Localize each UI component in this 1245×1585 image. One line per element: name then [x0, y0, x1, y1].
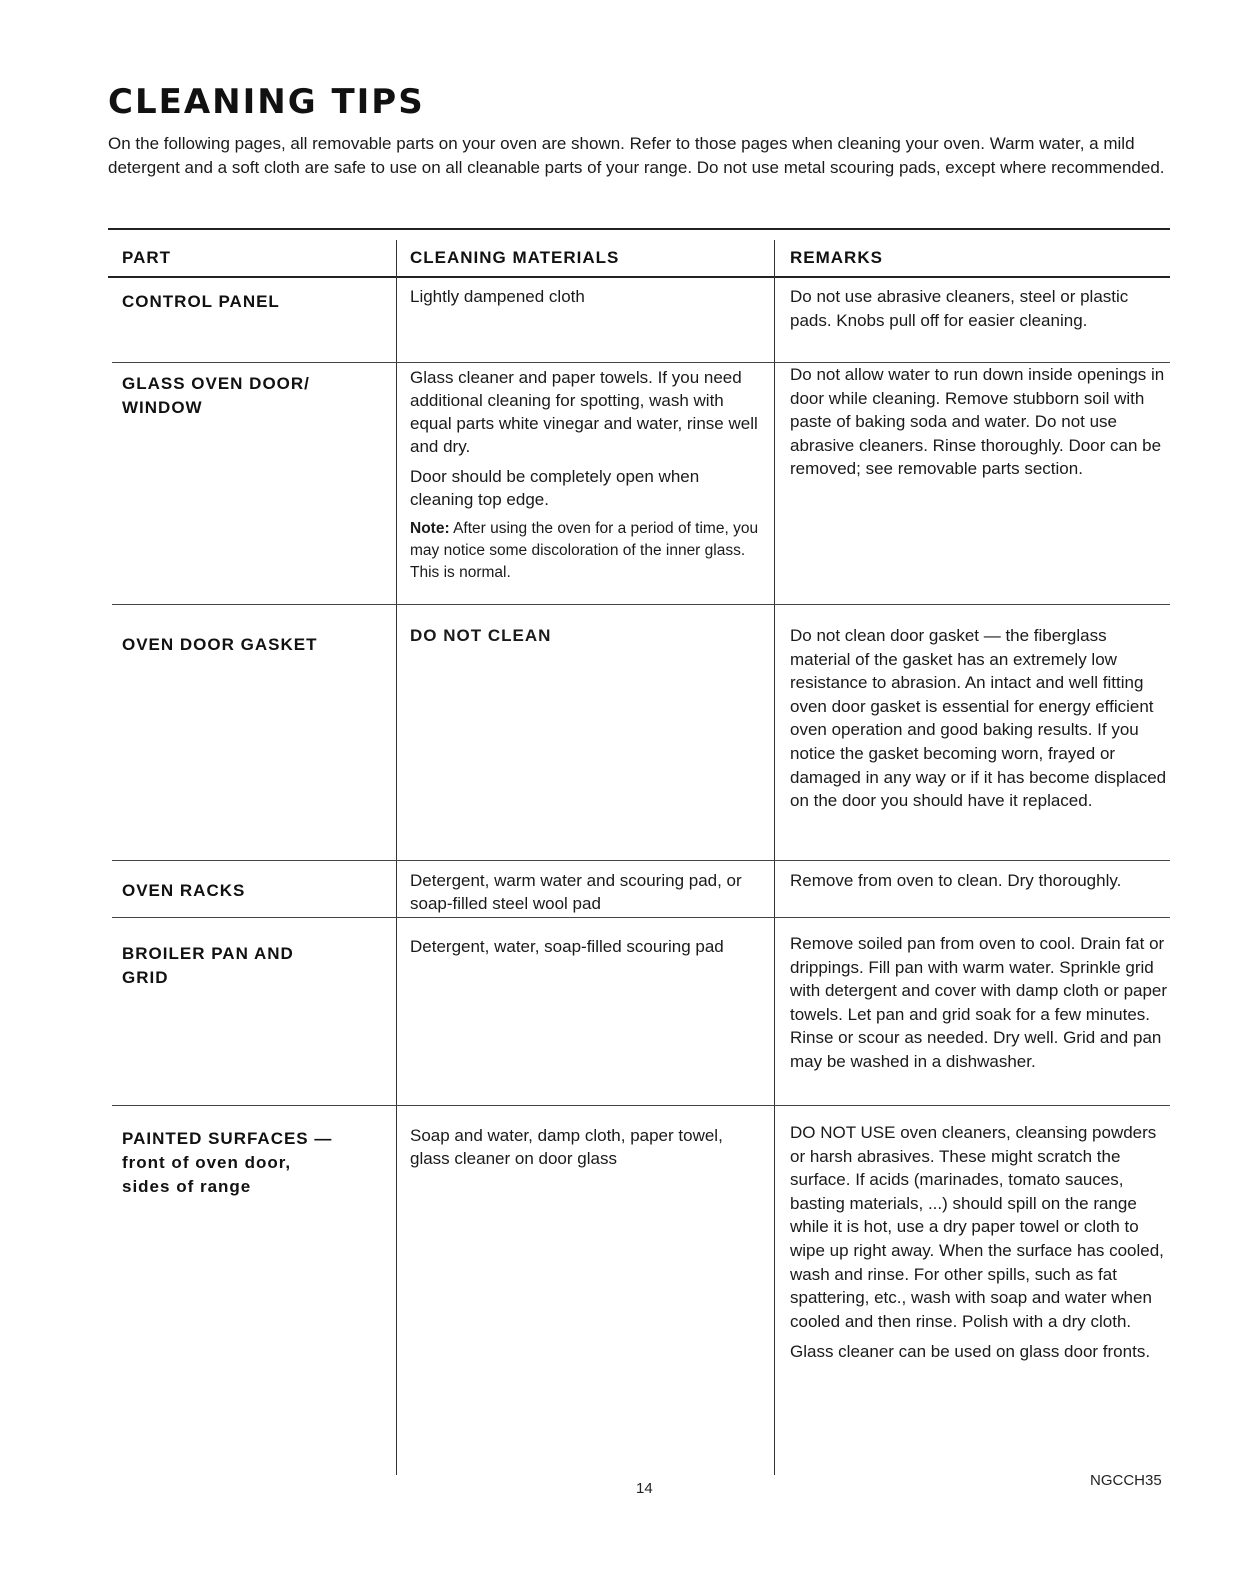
remarks-control-panel: Do not use abrasive cleaners, steel or plastic pads. Knobs pull off for easier cleaning. — [790, 287, 1129, 330]
page-number: 14 — [636, 1480, 653, 1497]
document-code: NGCCH35 — [1090, 1472, 1162, 1489]
part-painted-surfaces-sub: front of oven door, sides of range — [122, 1153, 292, 1196]
materials-glass-oven-door-text-2: Door should be completely open when cleaning top edge. — [410, 467, 700, 509]
materials-glass-oven-door-note — [410, 518, 762, 584]
part-broiler-pan: BROILER PAN AND GRID — [122, 944, 294, 987]
note-text: After using the oven for a period of time, you may notice some discoloration of the inner glass. This is normal. — [410, 520, 759, 581]
materials-glass-oven-door-text: Glass cleaner and paper towels. If you need additional cleaning for spotting, wash with equal parts white vinegar and water, rinse well and dry. — [410, 368, 758, 456]
table-top-rule — [108, 228, 1170, 230]
remarks-oven-door-gasket: Do not clean door gasket — the fiberglass material of the gasket has an extremely low resistance to abrasion. An intact and well fitting oven door gasket is essential for energy efficient oven operation and good baking results. If you notice the gasket becoming worn, frayed or damaged in any way or if it has become displaced on the door you should have it replaced. — [790, 626, 1167, 811]
note-label: Note: — [410, 520, 450, 537]
remarks-broiler-pan: Remove soiled pan from oven to cool. Drain fat or drippings. Fill pan with warm water. Sprinkle grid with detergent and cover with damp cloth or paper towels. Let pan and grid soak for a few minutes. Rinse or scour as needed. Dry well. Grid and pan may be washed in a dishwasher. — [790, 934, 1168, 1071]
header-cleaning-materials: CLEANING MATERIALS — [410, 248, 620, 267]
header-part: PART — [122, 248, 172, 267]
materials-oven-door-gasket: DO NOT CLEAN — [410, 626, 552, 645]
remarks-painted-surfaces-text: DO NOT USE oven cleaners, cleansing powders or harsh abrasives. These might scratch the surface. If acids (marinades, tomato sauces, basting materials, ...) should spill on the range while it is hot, use a dry paper towel or cloth to wipe up right away. When the surface has cooled, wash and rinse. For other spills, such as fat spattering, etc., wash with soap and water when cooled and then rinse. Polish with a dry cloth. — [790, 1123, 1164, 1331]
row-rule-2 — [112, 604, 1170, 605]
row-rule-3 — [112, 860, 1170, 861]
part-glass-oven-door: GLASS OVEN DOOR/ WINDOW — [122, 374, 310, 417]
remarks-painted-surfaces-text-2: Glass cleaner can be used on glass door fronts. — [790, 1342, 1151, 1362]
part-control-panel: CONTROL PANEL — [122, 292, 280, 311]
header-bottom-rule — [108, 276, 1170, 278]
row-rule-5 — [112, 1105, 1170, 1106]
row-rule-4 — [112, 917, 1170, 918]
intro-paragraph: On the following pages, all removable parts on your oven are shown. Refer to those pages when cleaning your oven. Warm water, a mild detergent and a soft cloth are safe to use on all cleanable parts of your range. Do not use metal scouring pads, except where recommended. — [108, 134, 1165, 177]
part-oven-racks: OVEN RACKS — [122, 881, 246, 900]
remarks-glass-oven-door: Do not allow water to run down inside openings in door while cleaning. Remove stubborn soil with paste of baking soda and water. Do not use abrasive cleaners. Rinse thoroughly. Door can be removed; see removable parts section. — [790, 365, 1165, 479]
header-remarks: REMARKS — [790, 248, 883, 267]
page-title: CLEANING TIPS — [108, 82, 425, 122]
materials-control-panel: Lightly dampened cloth — [410, 287, 585, 306]
remarks-painted-surfaces — [790, 1121, 1168, 1371]
materials-broiler-pan: Detergent, water, soap-filled scouring pad — [410, 937, 724, 956]
materials-glass-oven-door — [410, 366, 762, 591]
materials-oven-racks: Detergent, warm water and scouring pad, or soap-filled steel wool pad — [410, 871, 742, 913]
materials-painted-surfaces: Soap and water, damp cloth, paper towel, glass cleaner on door glass — [410, 1126, 723, 1168]
part-painted-surfaces-title: PAINTED SURFACES — — [122, 1129, 333, 1148]
remarks-oven-racks: Remove from oven to clean. Dry thoroughly. — [790, 871, 1122, 890]
column-divider-2 — [774, 240, 775, 1475]
part-painted-surfaces — [122, 1127, 387, 1199]
part-oven-door-gasket: OVEN DOOR GASKET — [122, 635, 318, 654]
column-divider-1 — [396, 240, 397, 1475]
